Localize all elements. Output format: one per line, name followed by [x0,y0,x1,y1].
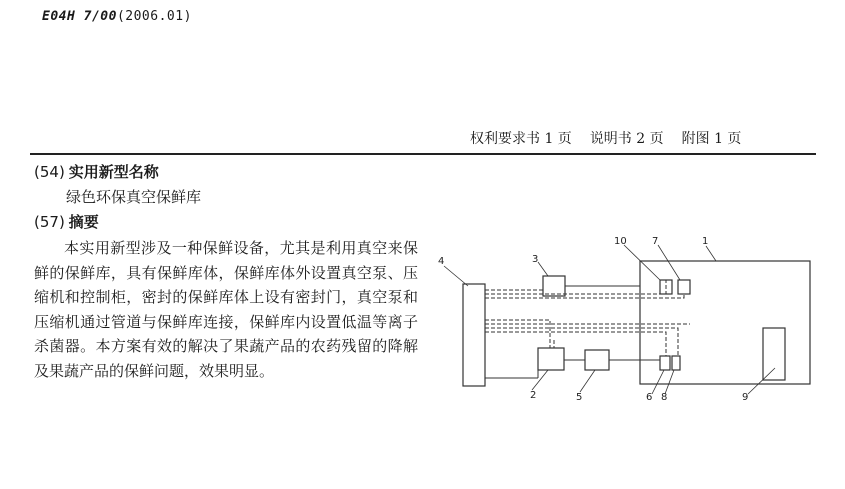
label-4: 4 [438,256,445,267]
utility-model-name: 绿色环保真空保鲜库 [66,188,202,206]
component-6-shape [660,356,670,370]
section-54-heading [34,161,159,182]
page-counts [470,128,810,148]
section-54-number: (54) [34,163,65,181]
component-7-shape [678,280,690,294]
control-cabinet-shape [463,284,485,386]
label-3: 3 [532,254,539,265]
ipc-classification [42,8,192,24]
label-8: 8 [661,392,668,403]
header-divider [30,153,816,155]
ipc-code: E04H 7/00 [42,9,117,24]
abstract-text: 本实用新型涉及一种保鲜设备，尤其是利用真空来保鲜的保鲜库，具有保鲜库体，保鲜库体外设置真空泵、压缩机和控制柜，密封的保鲜库体上设有密封门，真空泵和压缩机通过管道与保鲜库连接，保鲜库内设置低温等离子杀菌器。本方案有效的解决了果蔬产品的农药残留的降解及果蔬产品的保鲜问题，效果明显。 [34,239,418,380]
section-54-title: 实用新型名称 [68,163,159,181]
sterilizer-shape [763,328,785,380]
section-57-number: (57) [34,213,65,231]
label-5: 5 [576,392,583,403]
label-6: 6 [646,392,653,403]
drawings-page-count: 附图 1 页 [681,131,742,147]
compressor-shape [585,350,609,370]
section-57-title: 摘要 [68,213,99,231]
ipc-version: (2006.01) [116,9,192,24]
label-1: 1 [702,236,709,247]
claims-page-count: 权利要求书 1 页 [470,131,572,147]
component-8-shape [672,356,680,370]
label-9: 9 [742,392,749,403]
label-10: 10 [614,236,627,247]
schematic-figure [430,228,820,408]
component-3-shape [543,276,565,296]
vacuum-pump-shape [538,348,564,370]
description-page-count: 说明书 2 页 [589,131,664,147]
label-7: 7 [652,236,659,247]
section-57-heading [34,211,99,232]
label-2: 2 [530,390,537,401]
